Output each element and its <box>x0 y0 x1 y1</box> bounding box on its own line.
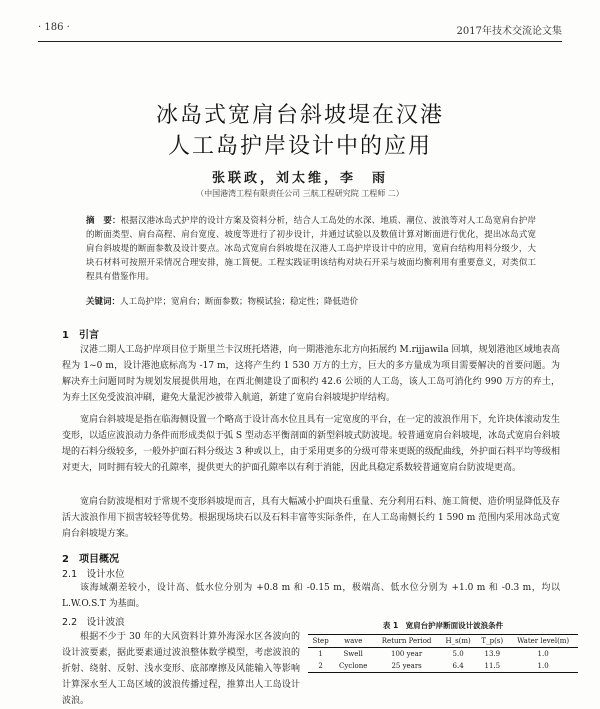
water-level-paragraph: 该海域潮差较小，设计高、低水位分别为 +0.8 m 和 -0.15 m，极端高、低水位分别为 +1.0 m 和 -0.3 m，均以 L.W.O.S.T 为基面。 <box>62 583 560 609</box>
table-cell: 11.5 <box>476 660 508 673</box>
subsection-heading-design-wave: 2.2 设计波浪 <box>62 617 125 628</box>
table-header-row <box>308 635 578 648</box>
paper-title <box>0 100 600 162</box>
design-wave-paragraph: 根据不少于 30 年的大风资料计算外海深水区各波向的设计波要素，据此要素通过波浪整体数学模型，考虑波浪的折射、绕射、反射、浅水变形、底部摩擦及风能输入等影响计算深水至人工岛区域的波浪传播过程，推算出人工岛设计波浪。 <box>62 632 300 706</box>
header-rule <box>38 41 562 42</box>
table-cell: 25 years <box>373 660 440 673</box>
table <box>308 634 578 673</box>
table-header-cell: T_p(s) <box>476 635 508 648</box>
table-row <box>308 648 578 661</box>
table-cell: 13.9 <box>484 650 501 658</box>
authors: 张联政，刘太维，李 雨 <box>211 171 388 186</box>
section-heading-introduction: 1 引言 <box>62 330 99 341</box>
table-header-cell: H_s(m) <box>440 635 476 648</box>
abstract-label: 摘 要： <box>86 216 121 226</box>
table-cell: 1.0 <box>537 650 549 658</box>
table-cell: Swell <box>343 650 363 658</box>
intro-paragraph-3: 宽肩台防波堤相对于常规不变形斜坡堤而言，具有大幅减小护面块石重量、充分利用石料、施工简便、造价明显降低及存活大波浪作用下损害较轻等优势。根据现场块石以及石料丰富等实际条件，在人工岛南侧长约 1 590 m 范围内采用冰岛式宽肩台斜坡堤方案。 <box>62 497 560 539</box>
table-cell: 100 year <box>391 650 423 658</box>
table-header-cell: Step <box>308 635 333 648</box>
table-cell: 5.0 <box>452 650 464 658</box>
title-line-1: 冰岛式宽肩台斜坡堤在汉港 <box>155 103 444 128</box>
intro-paragraph-2: 宽肩台斜坡堤是指在临海侧设置一个略高于设计高水位且具有一定宽度的平台，在一定的波浪作用下，允许块体滚动发生变形，以适应波浪动力条件而形成类似于弧 S 型动态平衡剖面的新型斜坡式防波堤。较普通宽肩台斜坡堤，冰岛式宽肩台斜坡堤的石料分级较多，一般外护面石料分级达 3 种或以上，由于采用更多的分级可带来更既的级配曲线，外护面石料平均等级相对更大，同时拥有较大的孔隙率，提供更大的护面孔隙率以有利于消能，因此具稳定系数较普通宽肩台防波堤更高。 <box>62 415 560 473</box>
journal-name: 2017年技术交流论文集 <box>456 26 562 37</box>
keywords <box>86 295 536 309</box>
running-header <box>38 22 562 38</box>
section-heading-overview: 2 项目概况 <box>62 554 119 565</box>
keywords-text: 人工岛护岸；宽肩台；断面参数；物模试验；稳定性；降低造价 <box>120 297 359 307</box>
wave-conditions-table <box>308 620 578 673</box>
table-cell: Cyclone <box>333 660 373 673</box>
keywords-label: 关键词： <box>86 297 121 307</box>
table-row <box>308 660 578 673</box>
abstract-text: 根据汉港冰岛式护岸的设计方案及资料分析，结合人工岛处的水深、地质、潮位、波浪等对人工岛宽肩台护岸的断面类型、肩台高程、肩台宽度、坡度等进行了初步设计，并通过试验以及数值计算对断面进行优化，提出冰岛式宽肩台斜坡堤的断面参数及设计要点。冰岛式宽肩台斜坡堤在汉港人工岛护岸设计中的应用，宽肩台结构用料分级少，大块石材料可按照开采情况合理安排，施工简便。工程实践证明该结构对块石开采与坡面均衡利用有重要意义，对类似工程具有借鉴作用。 <box>86 216 536 282</box>
title-line-2: 人工岛护岸设计中的应用 <box>167 134 432 159</box>
table-header-cell: wave <box>333 635 373 648</box>
table-cell: 1 <box>318 650 323 658</box>
table-cell: 1.0 <box>508 660 578 673</box>
intro-paragraph-1: 汉港二期人工岛护岸项目位于斯里兰卡汉班托塔港，向一期港池东北方向拓展约 M.rijjawila 回填，规划港池区域地表高程为 1~0 m，设计港池底标高为 -17 m，这将产生约 1 530 万方的土方，巨大的多方量成为项目需要解决的首要问题。为解决弃土问题同时为规划发展提供用地，在西北侧建设了面积约 42.6 公顷的人工岛，该人工岛可消化约 990 万方的弃土，为弃土区免受波浪冲刷，避免大量泥沙被带入航道，新建了宽肩台斜坡堤护岸结构。 <box>62 345 560 403</box>
table-cell: 6.4 <box>440 660 476 673</box>
affiliation: （中国港湾工程有限责任公司 三航工程研究院 工程师 二） <box>196 189 404 198</box>
table-header-cell: Water level(m) <box>508 635 578 648</box>
abstract <box>86 214 536 284</box>
table-header-cell: Return Period <box>373 635 440 648</box>
subsection-heading-water-level: 2.1 设计水位 <box>62 569 125 580</box>
table-cell: 2 <box>308 660 333 673</box>
table-caption: 表 1 宽肩台护岸断面设计波浪条件 <box>382 621 504 630</box>
page-number: · 186 · <box>38 22 70 33</box>
